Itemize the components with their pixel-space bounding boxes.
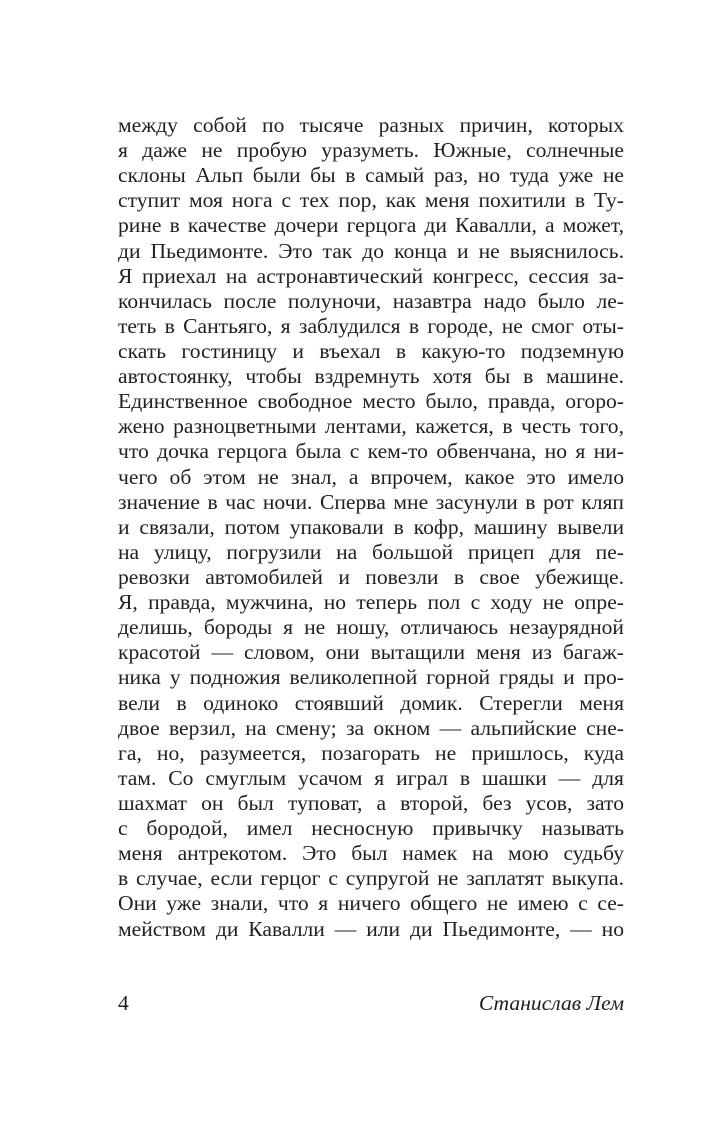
text-line: га, но, разумеется, позагорать не пришлось, куда [118,740,624,765]
text-line: кончилась после полуночи, назавтра надо было ле- [118,288,624,313]
text-line: там. Со смуглым усачом я играл в шашки — для [118,765,624,790]
text-line: я даже не пробую уразуметь. Южные, солнечные [118,138,624,163]
text-line: ди Пьедимонте. Это так до конца и не выяснилось. [118,238,624,263]
text-line: скать гостиницу и въехал в какую-то подземную [118,338,624,363]
text-line: ника у подножия великолепной горной гряды и про- [118,665,624,690]
page-number: 4 [118,991,129,1015]
text-line: склоны Альп были бы в самый раз, но туда уже не [118,163,624,188]
text-line: что дочка герцога была с кем-то обвенчана, но я ни- [118,439,624,464]
text-line: ревозки автомобилей и повезли в свое убежище. [118,564,624,589]
body-text [118,113,624,942]
text-line: делишь, бороды я не ношу, отличаюсь незаурядной [118,615,624,640]
text-line: и связали, потом упаковали в кофр, машину вывели [118,514,624,539]
text-line: вели в одиноко стоявший домик. Стерегли меня [118,690,624,715]
text-line: Я приехал на астронавтический конгресс, сессия за- [118,263,624,288]
text-line: красотой — словом, они вытащили меня из багаж- [118,640,624,665]
text-line: в случае, если герцог с супругой не заплатят выкупа. [118,866,624,891]
text-line: чего об этом не знал, а впрочем, какое это имело [118,464,624,489]
text-line: теть в Сантьяго, я заблудился в городе, не смог оты- [118,313,624,338]
text-line: Они уже знали, что я ничего общего не имею с се- [118,891,624,916]
text-line: на улицу, погрузили на большой прицеп для пе- [118,539,624,564]
text-line: между собой по тысяче разных причин, которых [118,113,624,137]
text-line: рине в качестве дочери герцога ди Кавалли, а может, [118,213,624,238]
text-line: шахмат он был туповат, а второй, без усов, зато [118,790,624,815]
text-line: меня антрекотом. Это был намек на мою судьбу [118,841,624,866]
text-line: двое верзил, на смену; за окном — альпийские сне- [118,715,624,740]
text-line: Я, правда, мужчина, но теперь пол с ходу не опре- [118,590,624,615]
text-line: автостоянку, чтобы вздремнуть хотя бы в машине. [118,364,624,389]
text-line: мейством ди Кавалли — или ди Пьедимонте, — но [118,916,624,941]
text-line: с бородой, имел несносную привычку называть [118,816,624,841]
text-line: жено разноцветными лентами, кажется, в честь того, [118,414,624,439]
text-line: Единственное свободное место было, правда, огоро- [118,389,624,414]
running-footer-author: Станислав Лем [478,991,624,1015]
text-line: значение в час ночи. Сперва мне засунули в рот кляп [118,489,624,514]
text-line: ступит моя нога с тех пор, как меня похитили в Ту- [118,188,624,213]
